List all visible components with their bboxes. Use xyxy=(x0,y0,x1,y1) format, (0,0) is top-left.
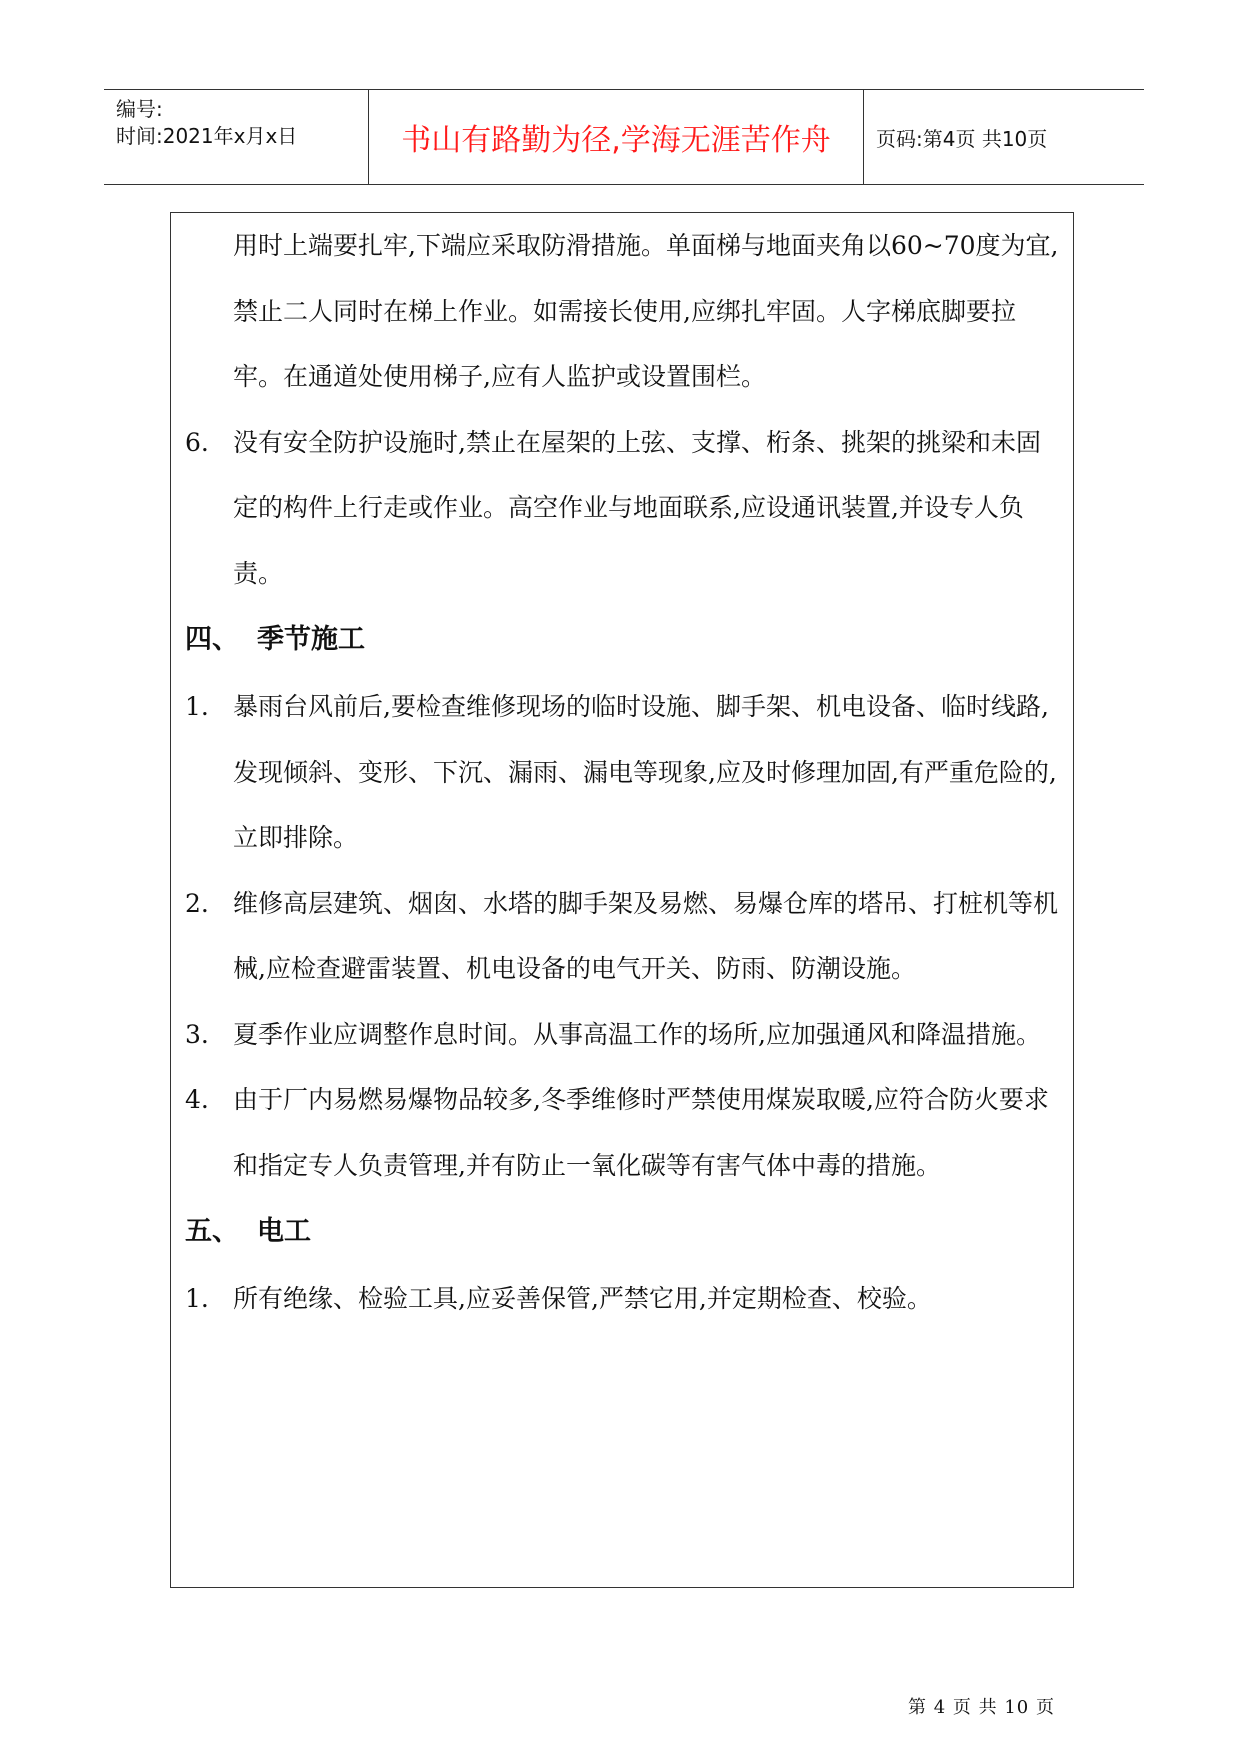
section-heading-5 xyxy=(185,1198,1065,1266)
section-heading-4 xyxy=(185,606,1065,674)
section-number: 四、 xyxy=(185,624,239,655)
list-item xyxy=(185,871,1065,1002)
paragraph-continued xyxy=(185,213,1065,410)
section-title: 季节施工 xyxy=(257,624,365,655)
list-number: 1. xyxy=(185,1284,209,1313)
list-item xyxy=(185,674,1065,871)
section-number: 五、 xyxy=(185,1216,239,1247)
header-motto: 书山有路勤为径,学海无涯苦作舟 xyxy=(369,90,864,184)
content-frame xyxy=(170,212,1074,1588)
number-label: 编号: xyxy=(116,97,163,121)
list-text: 由于厂内易燃易爆物品较多,冬季维修时严禁使用煤炭取暖,应符合防火要求和指定专人负责管理,并有防止一氧化碳等有害气体中毒的措施。 xyxy=(233,1085,1049,1180)
section-title: 电工 xyxy=(257,1216,311,1247)
list-number: 1. xyxy=(185,692,209,721)
time-label: 时间:2021年x月x日 xyxy=(116,124,298,148)
paragraph-text: 用时上端要扎牢,下端应采取防滑措施。单面梯与地面夹角以60~70度为宜,禁止二人同时在梯上作业。如需接长使用,应绑扎牢固。人字梯底脚要拉牢。在通道处使用梯子,应有人监护或设置围栏。 xyxy=(233,231,1059,391)
header-meta xyxy=(104,90,369,184)
list-item-6 xyxy=(185,410,1065,607)
list-text: 没有安全防护设施时,禁止在屋架的上弦、支撑、桁条、挑架的挑梁和未固定的构件上行走或作业。高空作业与地面联系,应设通讯装置,并设专人负责。 xyxy=(233,427,1041,588)
list-text: 暴雨台风前后,要检查维修现场的临时设施、脚手架、机电设备、临时线路,发现倾斜、变形、下沉、漏雨、漏电等现象,应及时修理加固,有严重危险的,立即排除。 xyxy=(233,692,1057,852)
page-footer: 第 4 页 共 10 页 xyxy=(908,1697,1055,1718)
list-text: 夏季作业应调整作息时间。从事高温工作的场所,应加强通风和降温措施。 xyxy=(233,1019,1041,1049)
list-number: 2. xyxy=(185,888,209,918)
document-header xyxy=(104,89,1144,185)
list-text: 维修高层建筑、烟囱、水塔的脚手架及易燃、易爆仓库的塔吊、打桩机等机械,应检查避雷装置、机电设备的电气开关、防雨、防潮设施。 xyxy=(233,888,1059,983)
list-item xyxy=(185,1266,1065,1332)
list-text: 所有绝缘、检验工具,应妥善保管,严禁它用,并定期检查、校验。 xyxy=(233,1284,932,1313)
list-number: 6. xyxy=(185,427,209,457)
list-number: 4. xyxy=(185,1085,209,1114)
content-body xyxy=(185,213,1065,1332)
header-page-label: 页码:第4页 共10页 xyxy=(876,126,1048,151)
list-item xyxy=(185,1002,1065,1068)
list-number: 3. xyxy=(185,1019,209,1049)
list-item xyxy=(185,1067,1065,1198)
